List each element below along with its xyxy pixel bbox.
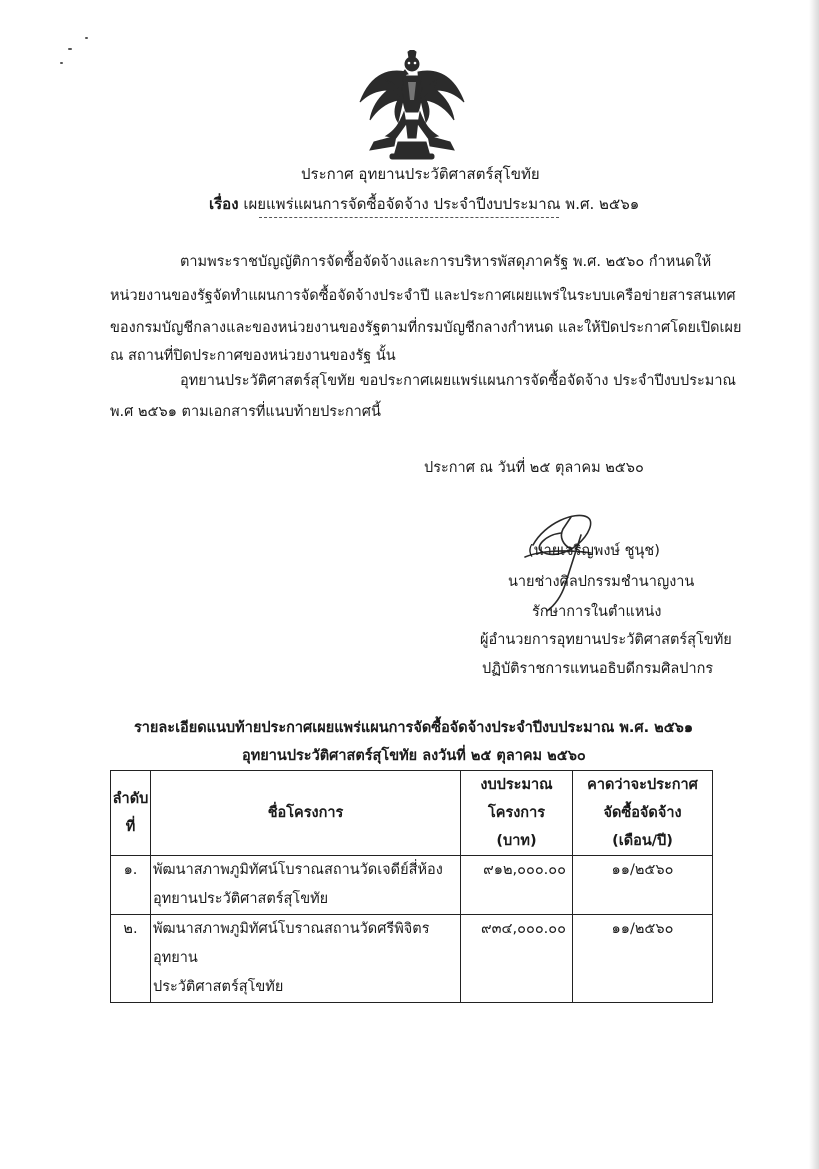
- body-line: ตามพระราชบัญญัติการจัดซื้อจัดจ้างและการบริหารพัสดุภาครัฐ พ.ศ. ๒๕๖๐ กำหนดให้: [180, 254, 712, 270]
- cell-budget: ๙๓๔,๐๐๐.๐๐: [461, 915, 573, 1003]
- header-line: จัดซื้อจัดจ้าง: [603, 805, 682, 821]
- scan-shadow-edge: [809, 0, 819, 1169]
- header-line: งบประมาณ: [480, 777, 553, 793]
- signatory-name: (นายเจริญพงษ์ ชูนุช): [528, 543, 660, 559]
- table-row: [111, 915, 713, 1003]
- attachment-title: รายละเอียดแนบท้ายประกาศเผยแพร่แผนการจัดซื้อจัดจ้างประจำปีงบประมาณ พ.ศ. ๒๕๖๑: [134, 720, 694, 736]
- signatory-position: นายช่างศิลปกรรมชำนาญงาน: [508, 574, 695, 590]
- garuda-emblem-icon: [356, 50, 468, 162]
- project-name-line: อุทยานประวัติศาสตร์สุโขทัย: [153, 891, 329, 907]
- cell-no: ๒.: [111, 915, 151, 1003]
- body-line: อุทยานประวัติศาสตร์สุโขทัย ขอประกาศเผยแพร่แผนการจัดซื้อจัดจ้าง ประจำปีงบประมาณ: [180, 373, 736, 389]
- column-header-budget: [461, 771, 573, 856]
- announcement-date: ประกาศ ณ วันที่ ๒๕ ตุลาคม ๒๕๖๐: [424, 460, 644, 476]
- subject-label: เรื่อง: [209, 195, 239, 213]
- body-line: ณ สถานที่ปิดประกาศของหน่วยงานของรัฐ นั้น: [110, 348, 396, 364]
- body-line: ของกรมบัญชีกลางและของหน่วยงานของรัฐตามที่กรมบัญชีกลางกำหนด และให้ปิดประกาศโดยเปิดเผย: [110, 320, 742, 336]
- project-name-line: พัฒนาสภาพภูมิทัศน์โบราณสถานวัดศรีพิจิตร อุทยาน: [153, 921, 430, 966]
- announcement-subject: [209, 194, 639, 214]
- subject-text: เผยแพร่แผนการจัดซื้อจัดจ้าง ประจำปีงบประมาณ พ.ศ. ๒๕๖๑: [243, 195, 640, 213]
- dashed-separator: [259, 217, 559, 218]
- scan-speck: [60, 62, 63, 64]
- signatory-acting: รักษาการในตำแหน่ง: [532, 604, 662, 620]
- column-header-name: [151, 771, 461, 856]
- cell-expected-date: ๑๑/๒๕๖๐: [573, 915, 713, 1003]
- column-header-expected: [573, 771, 713, 856]
- header-line: (เดือน/ปี): [612, 833, 673, 849]
- body-line: พ.ศ ๒๕๖๑ ตามเอกสารที่แนบท้ายประกาศนี้: [110, 404, 381, 420]
- procurement-plan-table: [110, 770, 713, 1003]
- cell-budget: ๙๑๒,๐๐๐.๐๐: [461, 856, 573, 915]
- header-line: โครงการ: [487, 805, 546, 821]
- body-line: หน่วยงานของรัฐจัดทำแผนการจัดซื้อจัดจ้างประจำปี และประกาศเผยแพร่ในระบบเครือข่ายสารสนเทศ: [110, 288, 736, 304]
- cell-project-name: [151, 856, 461, 915]
- project-name-line: พัฒนาสภาพภูมิทัศน์โบราณสถานวัดเจดีย์สี่ห้อง: [153, 862, 443, 878]
- announcement-issuer: ประกาศ อุทยานประวัติศาสตร์สุโขทัย: [301, 165, 540, 183]
- scan-speck: [85, 37, 88, 39]
- signatory-role: ผู้อำนวยการอุทยานประวัติศาสตร์สุโขทัย: [480, 632, 732, 648]
- scan-speck: [68, 48, 72, 50]
- table-row: [111, 856, 713, 915]
- attachment-subtitle: อุทยานประวัติศาสตร์สุโขทัย ลงวันที่ ๒๕ ตุลาคม ๒๕๖๐: [242, 748, 586, 764]
- project-name-line: ประวัติศาสตร์สุโขทัย: [153, 979, 284, 995]
- header-line: คาดว่าจะประกาศ: [587, 777, 698, 793]
- cell-expected-date: ๑๑/๒๕๖๐: [573, 856, 713, 915]
- header-line: ที่: [125, 819, 136, 835]
- header-line: (บาท): [496, 833, 537, 849]
- table-header-row: [111, 771, 713, 856]
- header-line: ชื่อโครงการ: [267, 805, 344, 821]
- signatory-on-behalf: ปฏิบัติราชการแทนอธิบดีกรมศิลปากร: [482, 661, 714, 677]
- header-line: ลำดับ: [112, 791, 149, 807]
- cell-project-name: [151, 915, 461, 1003]
- cell-no: ๑.: [111, 856, 151, 915]
- column-header-no: [111, 771, 151, 856]
